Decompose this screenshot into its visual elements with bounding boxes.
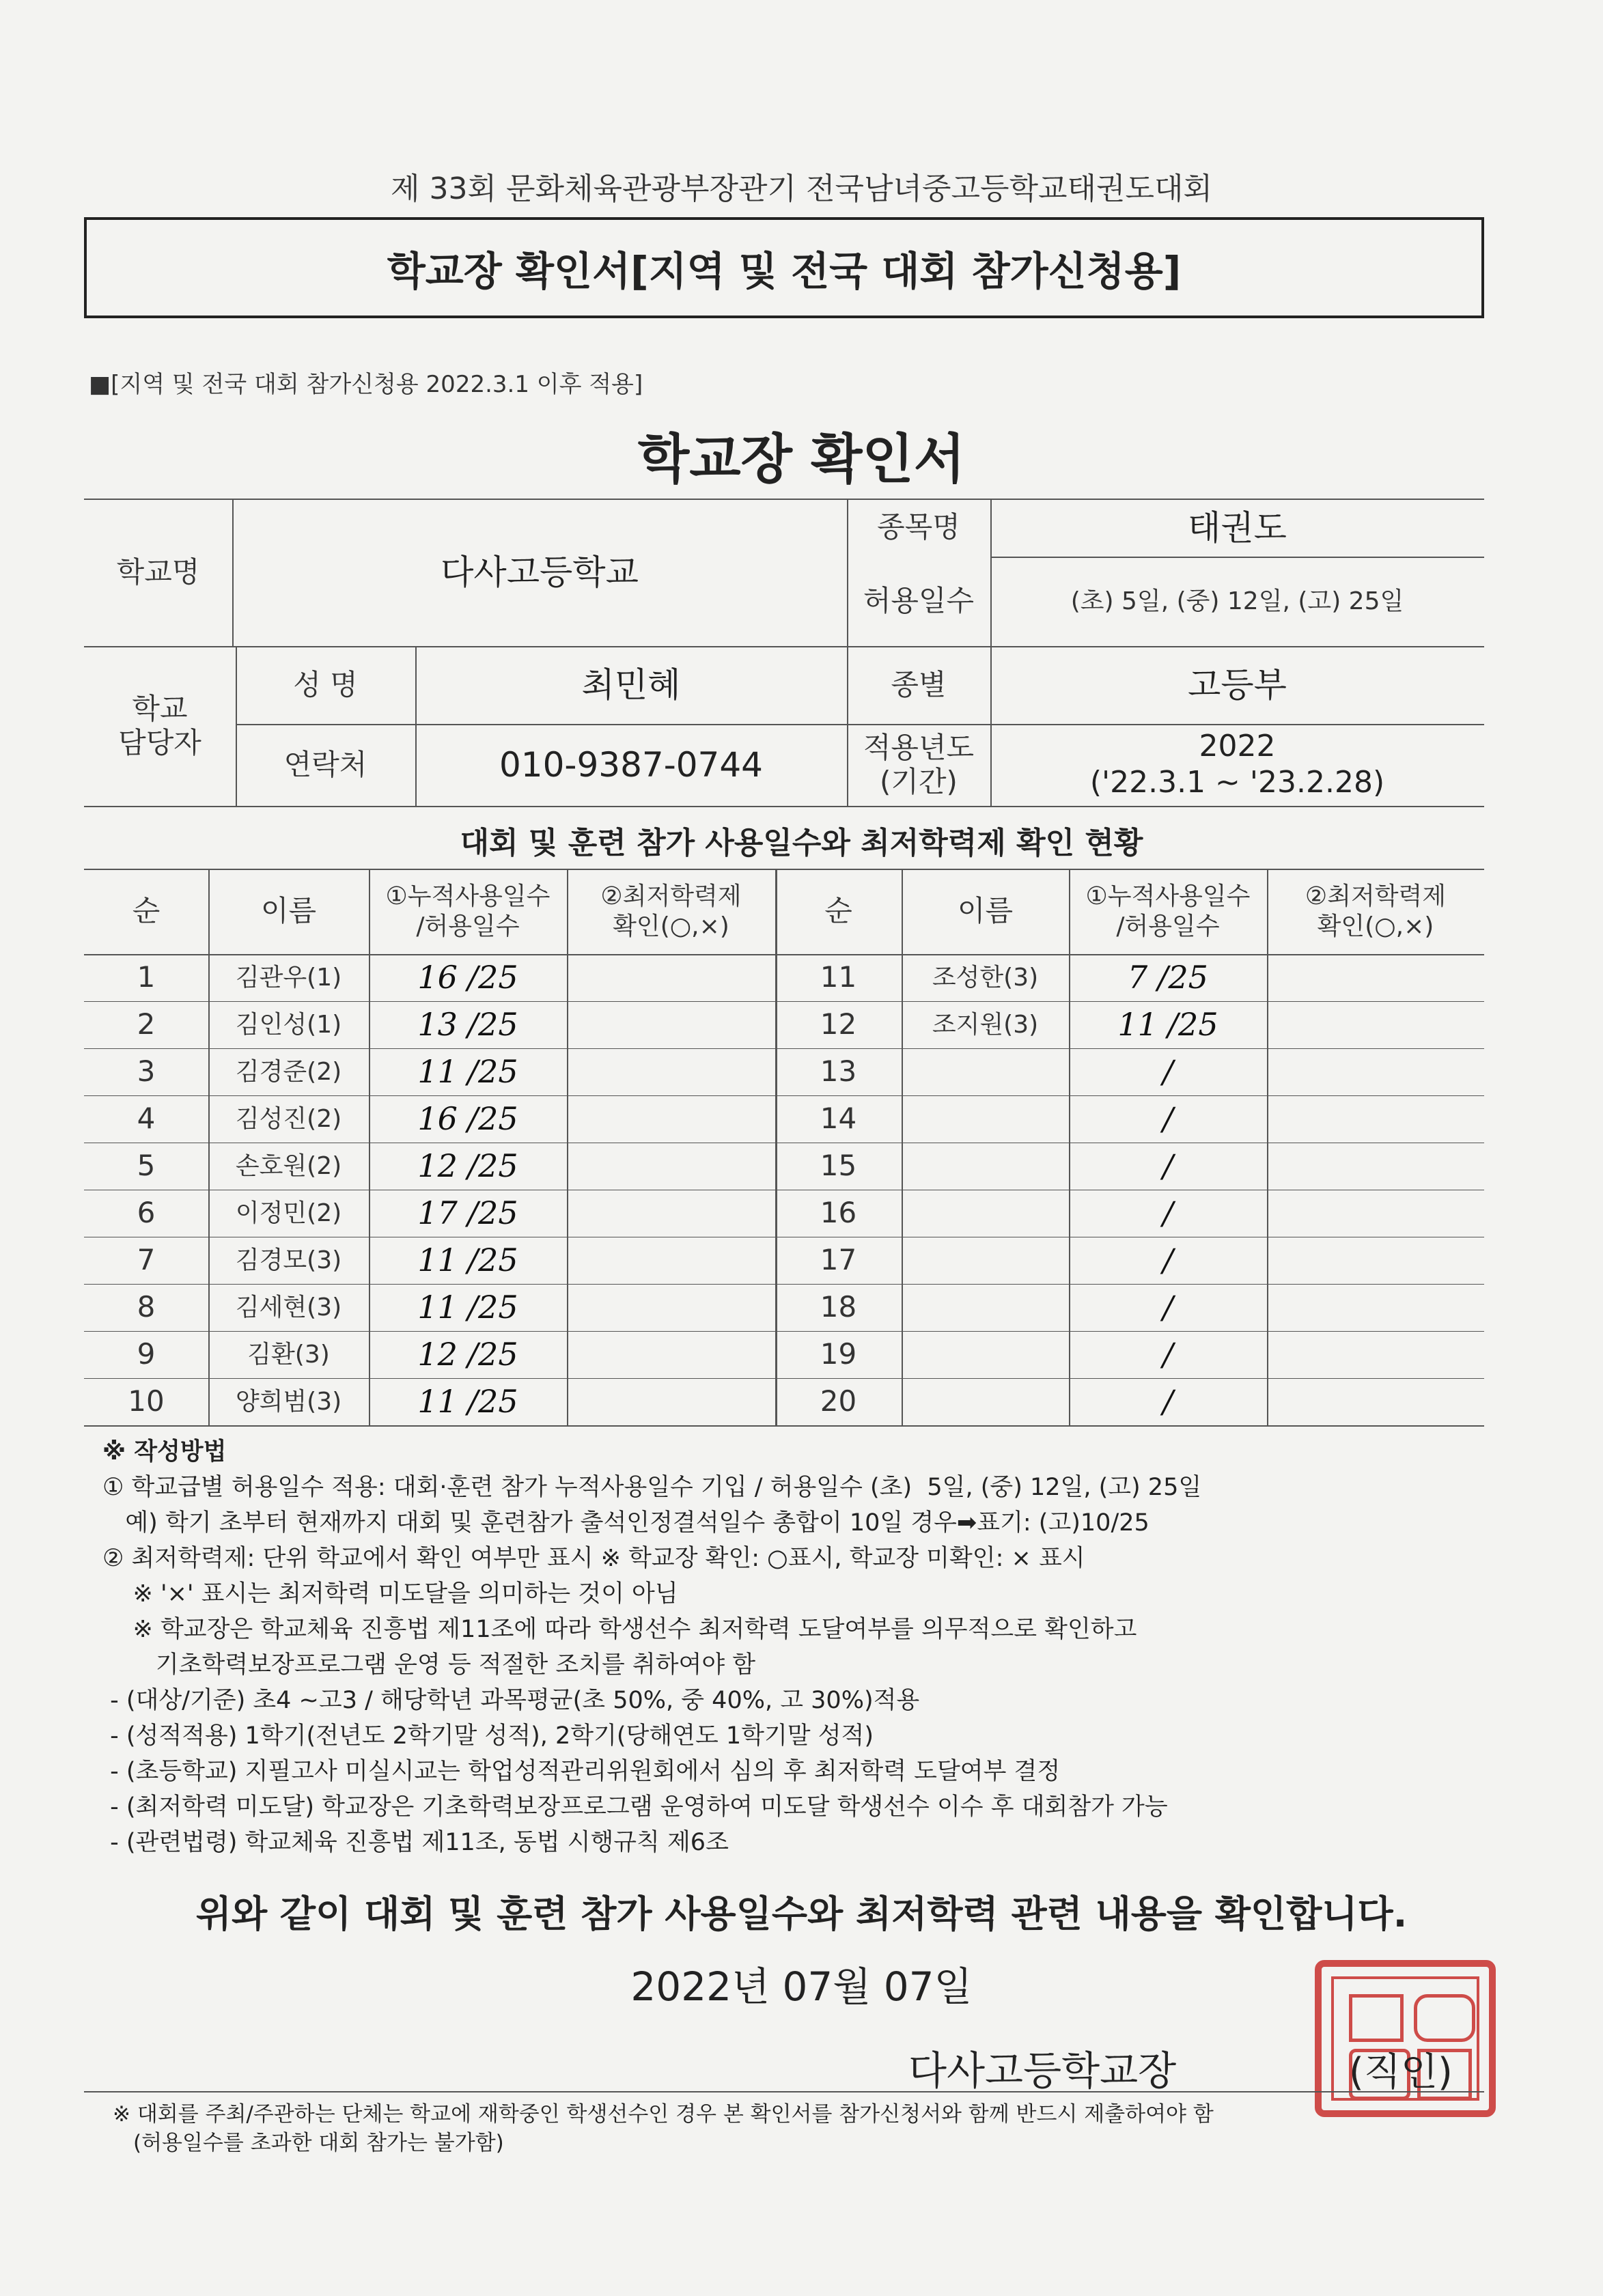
school-name: 다사고등학교: [441, 552, 639, 592]
row-number: 5: [137, 1149, 156, 1183]
division-value: 고등부: [1188, 665, 1287, 705]
days-used: /: [1162, 1052, 1173, 1090]
days-used: 13 /25: [417, 1005, 518, 1043]
student-name: [902, 1331, 1069, 1378]
instruction-line: ※ 작성방법: [102, 1438, 227, 1466]
student-name: 이정민(2): [235, 1199, 342, 1227]
row-number: 11: [820, 960, 857, 994]
allowed-days-label: 허용일수: [863, 584, 975, 618]
student-name: 김경준(2): [235, 1057, 342, 1086]
days-used: 11 /25: [417, 1382, 518, 1420]
writing-instructions: [102, 1434, 1503, 1860]
days-used: /: [1162, 1194, 1173, 1231]
phone-value: 010-9387-0744: [499, 745, 763, 785]
student-name: 김환(3): [247, 1340, 330, 1369]
student-name: 양희범(3): [235, 1387, 342, 1416]
document-title-box: [84, 217, 1484, 318]
days-used: /: [1162, 1241, 1173, 1278]
days-used: /: [1162, 1382, 1173, 1420]
days-used: 11 /25: [417, 1241, 518, 1278]
row-number: 3: [137, 1054, 156, 1089]
days-used: 16 /25: [417, 1100, 518, 1137]
row-number: 2: [137, 1007, 156, 1041]
student-name: 김세현(3): [235, 1293, 342, 1321]
row-number: 20: [820, 1384, 857, 1418]
student-name: 김인성(1): [235, 1010, 342, 1039]
days-used: /: [1162, 1288, 1173, 1326]
principal-title: 다사고등학교장: [908, 2047, 1177, 2094]
section-title: 대회 및 훈련 참가 사용일수와 최저학력제 확인 현황: [460, 826, 1143, 860]
instruction-line: - (관련법령) 학교체육 진흥법 제11조, 동법 시행규칙 제6조: [102, 1829, 729, 1856]
row-number: 7: [137, 1243, 156, 1277]
instruction-line: - (초등학교) 지필고사 미실시교는 학업성적관리위원회에서 심의 후 최저학력 도달여부 결정: [102, 1758, 1061, 1785]
main-title: 학교장 확인서: [637, 429, 966, 490]
division-label: 종별: [891, 667, 947, 701]
row-number: 18: [820, 1290, 857, 1324]
days-used: 11 /25: [417, 1288, 518, 1326]
row-number: 6: [137, 1196, 156, 1230]
instruction-line: ※ 학교장은 학교체육 진흥법 제11조에 따라 학생선수 최저학력 도달여부를 의무적으로 확인하고: [102, 1616, 1137, 1643]
confirmation-statement: 위와 같이 대회 및 훈련 참가 사용일수와 최저학력 관련 내용을 확인합니다.: [195, 1892, 1408, 1935]
instruction-line: ※ '×' 표시는 최저학력 미도달을 의미하는 것이 아님: [102, 1580, 678, 1608]
name-label: 성 명: [293, 667, 358, 701]
contact-group-label: 학교 담당자: [118, 691, 201, 759]
student-name: [902, 1143, 1069, 1190]
student-name: [902, 1190, 1069, 1237]
header-num: 순: [132, 894, 161, 928]
document-title: 학교장 확인서[지역 및 전국 대회 참가신청용]: [387, 248, 1182, 294]
school-label: 학교명: [116, 555, 200, 589]
days-used: /: [1162, 1100, 1173, 1137]
header-name: 이름: [260, 894, 317, 928]
days-used: 7 /25: [1128, 958, 1208, 996]
issue-date: 2022년 07월 07일: [630, 1963, 973, 2010]
header-days-right: ①누적사용일수 /허용일수: [1085, 882, 1251, 940]
student-name: 조지원(3): [932, 1010, 1039, 1039]
row-number: 4: [137, 1102, 156, 1136]
header-num-right: 순: [824, 894, 852, 928]
instruction-line: ② 최저학력제: 단위 학교에서 확인 여부만 표시 ※ 학교장 확인: ○표시, 학교장 미확인: × 표시: [102, 1545, 1085, 1572]
event-title: 제 33회 문화체육관광부장관기 전국남녀중고등학교태권도대회: [390, 171, 1213, 206]
student-name: [902, 1284, 1069, 1331]
instruction-line: 기초학력보장프로그램 운영 등 적절한 조치를 취하여야 함: [102, 1651, 756, 1679]
row-number: 16: [820, 1196, 857, 1230]
instruction-line: - (대상/기준) 초4 ~고3 / 해당학년 과목평균(초 50%, 중 40%, 고 30%)적용: [102, 1687, 920, 1714]
days-used: 17 /25: [417, 1194, 518, 1231]
row-number: 1: [137, 960, 156, 994]
student-name: [902, 1048, 1069, 1095]
student-name: [902, 1095, 1069, 1143]
year-value: 2022 ('22.3.1 ~ '23.2.28): [1089, 729, 1385, 800]
student-name: 조성한(3): [932, 963, 1039, 992]
footer-note: [113, 2100, 1479, 2157]
event-label: 종목명: [877, 510, 960, 544]
footer-note-line: (허용일수를 초과한 대회 참가는 불가함): [133, 2131, 504, 2155]
days-used: 11 /25: [1117, 1005, 1218, 1043]
days-used: 12 /25: [417, 1147, 518, 1184]
student-name: 손호원(2): [235, 1151, 342, 1180]
days-used: 16 /25: [417, 958, 518, 996]
header-check-right: ②최저학력제 확인(○,×): [1305, 882, 1447, 940]
year-label: 적용년도 (기간): [863, 730, 975, 798]
row-number: 10: [128, 1384, 165, 1418]
event-value: 태권도: [1188, 507, 1287, 548]
row-number: 17: [820, 1243, 857, 1277]
phone-label: 연락처: [283, 747, 367, 781]
instruction-line: - (최저학력 미도달) 학교장은 기초학력보장프로그램 운영하여 미도달 학생선수 이수 후 대회참가 가능: [102, 1793, 1168, 1821]
days-used: 12 /25: [417, 1335, 518, 1373]
days-used: /: [1162, 1147, 1173, 1184]
row-number: 14: [820, 1102, 857, 1136]
header-name-right: 이름: [957, 894, 1014, 928]
student-name: [902, 1237, 1069, 1284]
student-name: [902, 1378, 1069, 1425]
header-check: ②최저학력제 확인(○,×): [600, 882, 742, 940]
seal-label: (직인): [1349, 2050, 1453, 2095]
days-used: 11 /25: [417, 1052, 518, 1090]
row-number: 9: [137, 1337, 156, 1371]
instruction-line: ① 학교급별 허용일수 적용: 대회·훈련 참가 누적사용일수 기입 / 허용일수 (초) 5일, (중) 12일, (고) 25일: [102, 1474, 1202, 1501]
days-used: /: [1162, 1335, 1173, 1373]
student-name: 김경모(3): [235, 1246, 342, 1274]
row-number: 13: [820, 1054, 857, 1089]
row-number: 15: [820, 1149, 857, 1183]
row-number: 8: [137, 1290, 156, 1324]
name-value: 최민혜: [581, 665, 681, 705]
header-days: ①누적사용일수 /허용일수: [385, 882, 550, 940]
student-name: 김관우(1): [235, 963, 342, 992]
instruction-line: 예) 학기 초부터 현재까지 대회 및 훈련참가 출석인정결석일수 총합이 10일 경우➡표기: (고)10/25: [102, 1509, 1149, 1537]
instruction-line: - (성적적용) 1학기(전년도 2학기말 성적), 2학기(당해연도 1학기말 성적): [102, 1722, 874, 1750]
row-number: 12: [820, 1007, 857, 1041]
student-name: 김성진(2): [235, 1104, 342, 1133]
row-number: 19: [820, 1337, 857, 1371]
footer-note-line: ※ 대회를 주최/주관하는 단체는 학교에 재학중인 학생선수인 경우 본 확인서를 참가신청서와 함께 반드시 제출하여야 함: [113, 2102, 1214, 2127]
allowed-days-value: (초) 5일, (중) 12일, (고) 25일: [1070, 587, 1404, 615]
applicability-note: ■[지역 및 전국 대회 참가신청용 2022.3.1 이후 적용]: [89, 371, 643, 398]
